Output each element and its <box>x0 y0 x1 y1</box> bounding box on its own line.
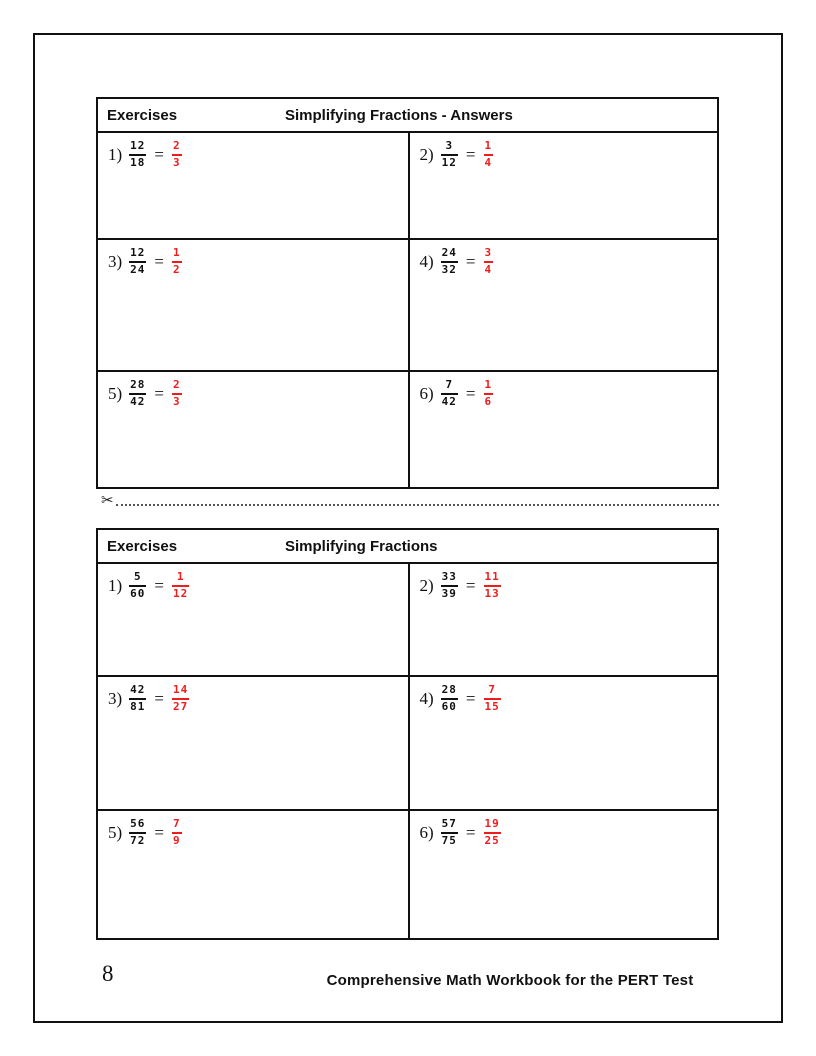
equals-sign: = <box>465 251 476 271</box>
exercise-number: 2) <box>419 575 434 595</box>
exercise-number: 3) <box>108 688 123 708</box>
answer-fraction <box>484 379 494 408</box>
denominator: 12 <box>173 586 189 600</box>
exercise-number: 5) <box>108 822 123 842</box>
exercise-cell <box>408 809 718 938</box>
exercise-number: 4) <box>419 688 434 708</box>
exercise-cell <box>408 675 718 809</box>
answer-fraction <box>484 140 494 169</box>
numerator: 12 <box>130 139 146 152</box>
denominator: 15 <box>484 699 500 713</box>
problem-fraction <box>441 818 458 847</box>
exercise-5 <box>98 372 408 408</box>
denominator: 81 <box>130 699 146 713</box>
denominator: 18 <box>130 155 146 169</box>
answer-fraction <box>172 247 182 276</box>
scissors-icon: ✂ <box>101 491 114 509</box>
denominator: 42 <box>441 394 457 408</box>
answer-fraction <box>484 818 501 847</box>
numerator: 33 <box>441 570 457 583</box>
table-header <box>98 530 717 562</box>
denominator: 25 <box>484 833 500 847</box>
exercise-cell <box>98 131 408 238</box>
exercise-cell <box>408 238 718 370</box>
exercise-grid <box>98 131 717 487</box>
denominator: 75 <box>441 833 457 847</box>
numerator: 7 <box>173 817 181 830</box>
exercise-5 <box>98 811 408 847</box>
exercise-3 <box>98 677 408 713</box>
exercise-cell <box>98 370 408 487</box>
exercise-number: 4) <box>419 251 434 271</box>
numerator: 3 <box>484 246 493 259</box>
exercise-4 <box>410 677 718 713</box>
exercise-table-practice <box>96 528 719 940</box>
answer-fraction <box>484 571 501 600</box>
denominator: 60 <box>441 699 457 713</box>
equals-sign: = <box>465 575 476 595</box>
table-header <box>98 99 717 131</box>
denominator: 24 <box>130 262 146 276</box>
numerator: 42 <box>130 683 146 696</box>
answer-fraction <box>172 684 189 713</box>
numerator: 19 <box>484 817 500 830</box>
denominator: 72 <box>130 833 146 847</box>
numerator: 7 <box>488 683 496 696</box>
exercise-2 <box>410 564 718 600</box>
exercise-number: 1) <box>108 144 123 164</box>
numerator: 12 <box>130 246 146 259</box>
exercise-1 <box>98 564 408 600</box>
exercise-table-answers <box>96 97 719 489</box>
exercise-number: 1) <box>108 575 123 595</box>
equals-sign: = <box>154 822 165 842</box>
exercise-cell <box>408 562 718 675</box>
problem-fraction <box>129 818 146 847</box>
denominator: 4 <box>484 155 493 169</box>
equals-sign: = <box>154 251 165 271</box>
numerator: 1 <box>484 378 493 391</box>
numerator: 24 <box>441 246 457 259</box>
exercise-6 <box>410 372 718 408</box>
denominator: 9 <box>173 833 181 847</box>
exercise-number: 3) <box>108 251 123 271</box>
footer-book-title: Comprehensive Math Workbook for the PERT Test <box>326 972 694 989</box>
answer-fraction <box>172 140 182 169</box>
numerator: 11 <box>484 570 500 583</box>
denominator: 13 <box>484 586 500 600</box>
exercise-1 <box>98 133 408 169</box>
exercise-2 <box>410 133 718 169</box>
exercise-6 <box>410 811 718 847</box>
answer-fraction <box>172 571 189 600</box>
equals-sign: = <box>465 144 476 164</box>
denominator: 6 <box>484 394 493 408</box>
equals-sign: = <box>154 688 165 708</box>
denominator: 3 <box>173 155 181 169</box>
exercise-grid <box>98 562 717 938</box>
problem-fraction <box>129 684 146 713</box>
table-title: Simplifying Fractions <box>285 537 438 555</box>
table-title: Simplifying Fractions - Answers <box>285 106 513 124</box>
problem-fraction <box>441 140 458 169</box>
exercise-number: 6) <box>419 822 434 842</box>
numerator: 56 <box>130 817 146 830</box>
numerator: 57 <box>441 817 457 830</box>
denominator: 12 <box>441 155 457 169</box>
answer-fraction <box>484 247 494 276</box>
denominator: 39 <box>441 586 457 600</box>
page-number: 8 <box>102 961 114 986</box>
problem-fraction <box>441 379 458 408</box>
table-header-label: Exercises <box>107 537 178 555</box>
denominator: 32 <box>441 262 457 276</box>
exercise-number: 2) <box>419 144 434 164</box>
dotted-cut-rule <box>116 494 719 506</box>
numerator: 5 <box>133 570 142 583</box>
equals-sign: = <box>154 383 165 403</box>
problem-fraction <box>441 571 458 600</box>
numerator: 7 <box>445 378 454 391</box>
exercise-cell <box>98 675 408 809</box>
equals-sign: = <box>154 144 165 164</box>
denominator: 42 <box>130 394 146 408</box>
numerator: 1 <box>173 246 181 259</box>
exercise-cell <box>408 131 718 238</box>
exercise-number: 5) <box>108 383 123 403</box>
exercise-cell <box>98 562 408 675</box>
numerator: 2 <box>173 378 181 391</box>
denominator: 27 <box>173 699 189 713</box>
exercise-3 <box>98 240 408 276</box>
equals-sign: = <box>154 575 165 595</box>
denominator: 2 <box>173 262 181 276</box>
exercise-cell <box>408 370 718 487</box>
problem-fraction <box>129 140 146 169</box>
equals-sign: = <box>465 688 476 708</box>
answer-fraction <box>172 379 182 408</box>
numerator: 3 <box>445 139 454 152</box>
table-header-label: Exercises <box>107 106 178 124</box>
equals-sign: = <box>465 383 476 403</box>
denominator: 60 <box>130 586 146 600</box>
equals-sign: = <box>465 822 476 842</box>
exercise-4 <box>410 240 718 276</box>
numerator: 1 <box>176 570 185 583</box>
numerator: 2 <box>173 139 181 152</box>
denominator: 3 <box>173 394 181 408</box>
numerator: 28 <box>130 378 146 391</box>
problem-fraction <box>441 247 458 276</box>
problem-fraction <box>129 379 146 408</box>
problem-fraction <box>129 571 146 600</box>
problem-fraction <box>441 684 458 713</box>
numerator: 28 <box>441 683 457 696</box>
exercise-cell <box>98 809 408 938</box>
answer-fraction <box>484 684 501 713</box>
exercise-number: 6) <box>419 383 434 403</box>
exercise-cell <box>98 238 408 370</box>
numerator: 14 <box>173 683 189 696</box>
denominator: 4 <box>484 262 493 276</box>
answer-fraction <box>172 818 182 847</box>
cut-line <box>101 490 719 510</box>
numerator: 1 <box>484 139 493 152</box>
problem-fraction <box>129 247 146 276</box>
